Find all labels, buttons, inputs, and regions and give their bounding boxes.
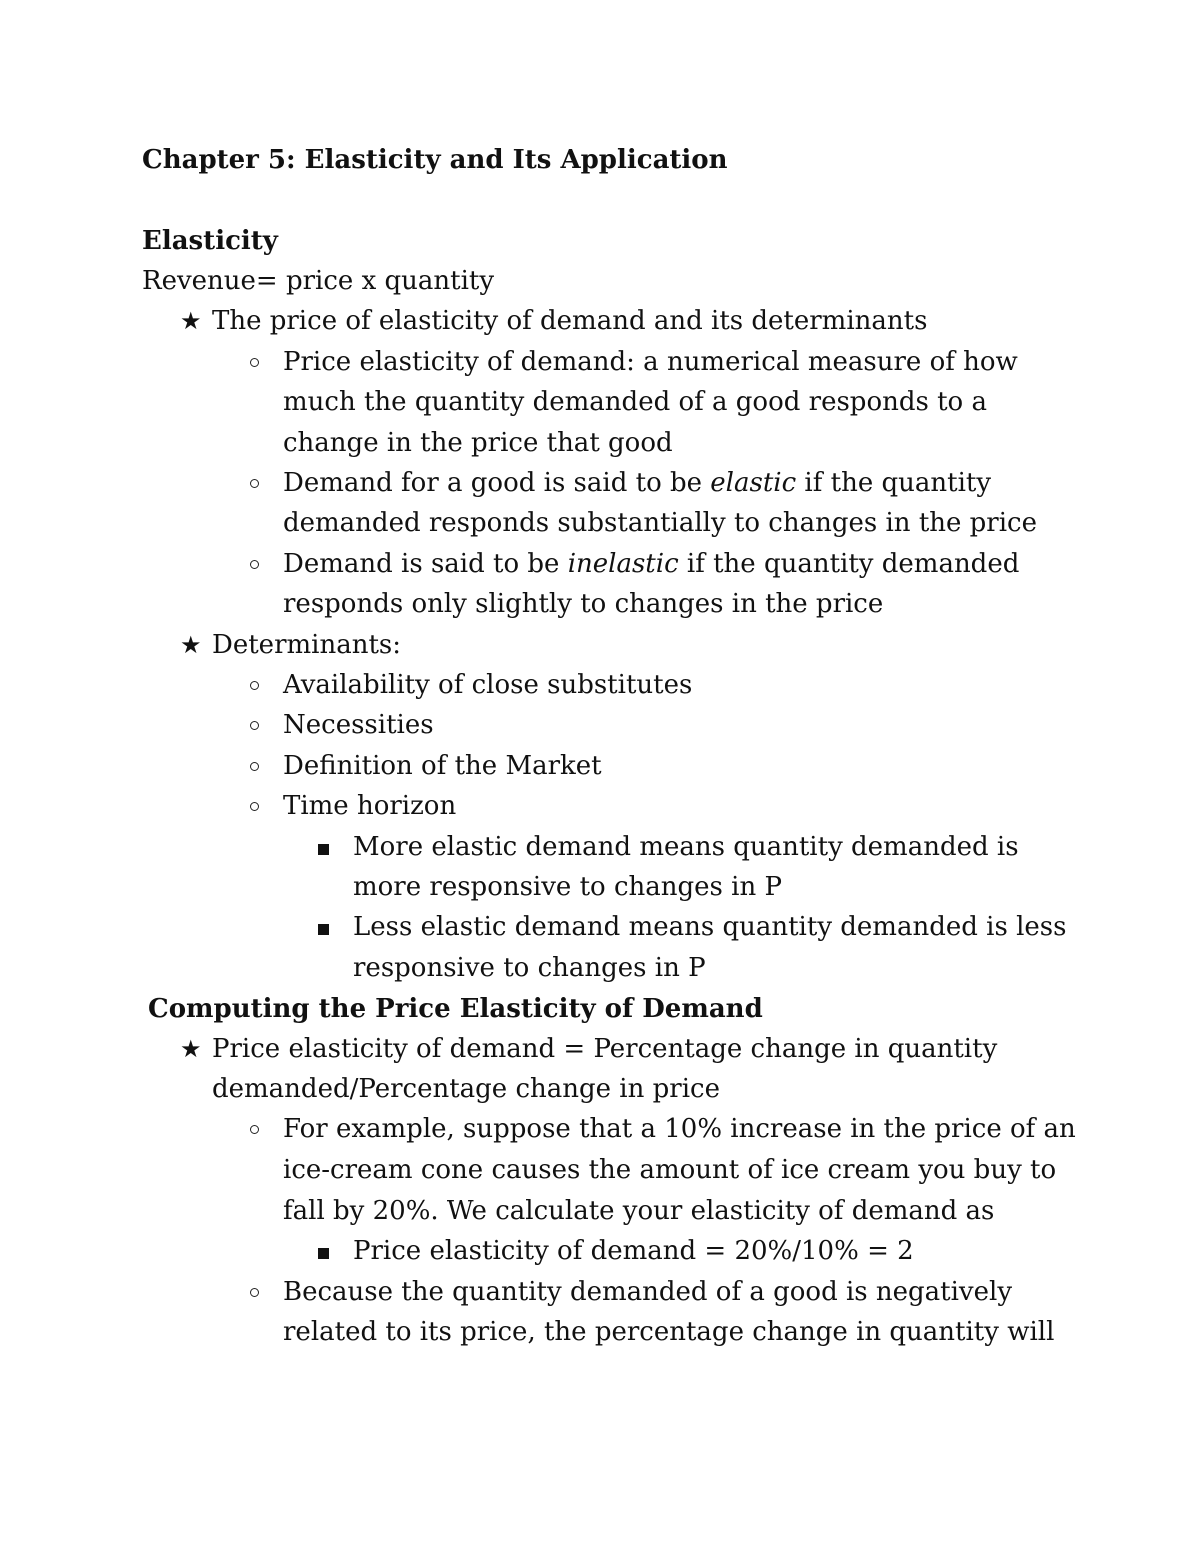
list-item-necessities: Necessities — [283, 710, 434, 740]
revenue-formula: Revenue= price x quantity — [142, 266, 495, 296]
list-item-determinants: Determinants: — [212, 630, 402, 660]
list-item-text: responsive to changes in P — [353, 953, 706, 983]
hollow-circle-icon — [250, 560, 259, 569]
filled-square-icon — [318, 844, 329, 855]
list-item-formula: Price elasticity of demand = Percentage change in quantity — [212, 1034, 998, 1064]
hollow-circle-icon — [250, 802, 259, 811]
emphasis-elastic: elastic — [710, 468, 797, 498]
list-item-text: demanded responds substantially to changes in the price — [283, 508, 1037, 538]
list-item-market: Definition of the Market — [283, 751, 602, 781]
hollow-circle-icon — [250, 358, 259, 367]
list-item-text: More elastic demand means quantity demanded is — [353, 832, 1019, 862]
list-item-substitutes: Availability of close substitutes — [283, 670, 693, 700]
list-item-calculation: Price elasticity of demand = 20%/10% = 2 — [353, 1236, 914, 1266]
hollow-circle-icon — [250, 479, 259, 488]
list-item-text: change in the price that good — [283, 428, 673, 458]
text-segment: Demand is said to be — [283, 549, 568, 579]
hollow-circle-icon — [250, 681, 259, 690]
emphasis-inelastic: inelastic — [567, 549, 679, 579]
hollow-circle-icon — [250, 1125, 259, 1134]
list-item-price-elasticity: The price of elasticity of demand and its determinants — [212, 306, 928, 336]
star-icon: ★ — [180, 307, 202, 335]
text-segment: if the quantity demanded — [678, 549, 1020, 579]
list-item-text: related to its price, the percentage change in quantity will — [283, 1317, 1055, 1347]
filled-square-icon — [318, 924, 329, 935]
filled-square-icon — [318, 1248, 329, 1259]
star-icon: ★ — [180, 631, 202, 659]
page-title: Chapter 5: Elasticity and Its Application — [142, 145, 728, 175]
hollow-circle-icon — [250, 762, 259, 771]
list-item-text: fall by 20%. We calculate your elasticity of demand as — [283, 1196, 995, 1226]
section-heading-computing: Computing the Price Elasticity of Demand — [148, 994, 763, 1024]
list-item-text: more responsive to changes in P — [353, 872, 782, 902]
list-item-text: ice-cream cone causes the amount of ice cream you buy to — [283, 1155, 1057, 1185]
hollow-circle-icon — [250, 1288, 259, 1297]
star-icon: ★ — [180, 1035, 202, 1063]
section-heading-elasticity: Elasticity — [142, 226, 278, 256]
list-item-text: responds only slightly to changes in the price — [283, 589, 884, 619]
list-item-inelastic — [283, 544, 1019, 584]
hollow-circle-icon — [250, 721, 259, 730]
list-item-text: Price elasticity of demand: a numerical measure of how — [283, 347, 1018, 377]
list-item-text: demanded/Percentage change in price — [212, 1074, 720, 1104]
text-segment: if the quantity — [796, 468, 992, 498]
text-segment: Demand for a good is said to be — [283, 468, 711, 498]
list-item-text: For example, suppose that a 10% increase in the price of an — [283, 1114, 1076, 1144]
list-item-elastic — [283, 463, 991, 503]
list-item-text: Because the quantity demanded of a good is negatively — [283, 1277, 1013, 1307]
list-item-text: much the quantity demanded of a good responds to a — [283, 387, 987, 417]
list-item-time-horizon: Time horizon — [283, 791, 457, 821]
list-item-text: Less elastic demand means quantity demanded is less — [353, 912, 1067, 942]
